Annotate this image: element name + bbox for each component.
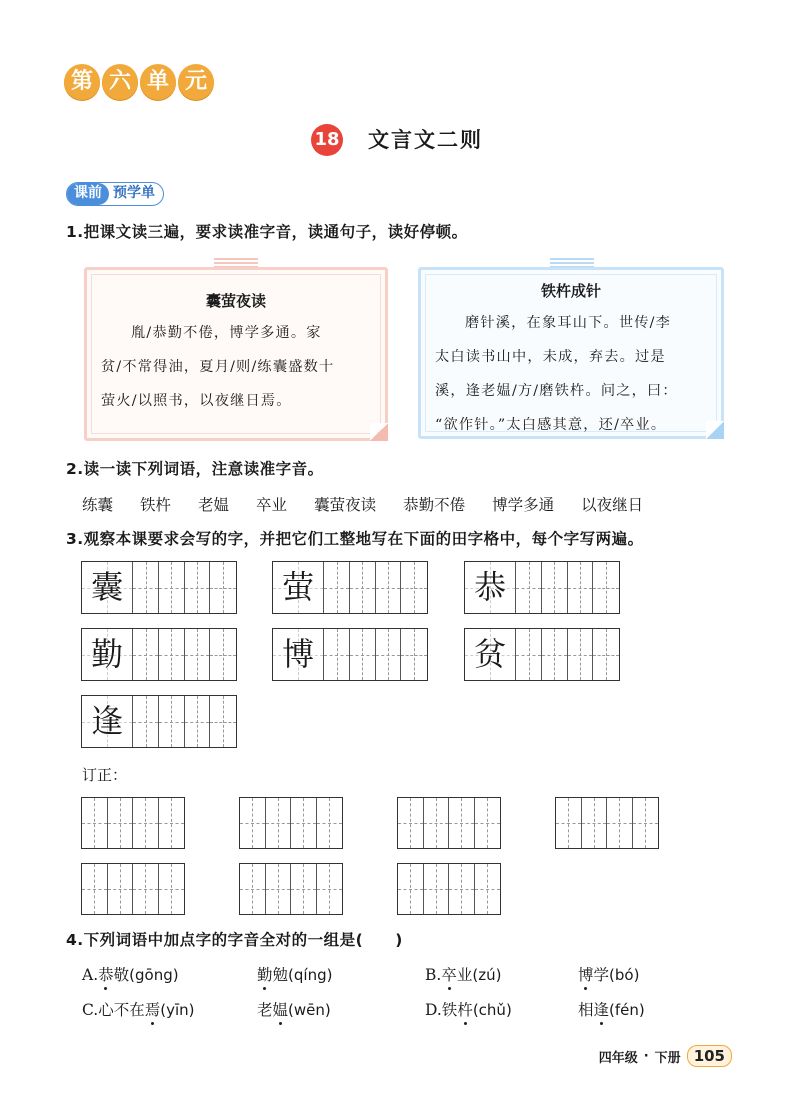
page-fold-decoration bbox=[370, 423, 388, 441]
option-a-1[interactable] bbox=[82, 963, 179, 985]
writing-cell[interactable] bbox=[82, 798, 108, 848]
card-body bbox=[101, 316, 373, 418]
writing-grid[interactable] bbox=[81, 561, 237, 614]
writing-cell[interactable] bbox=[556, 798, 582, 848]
question-1: 1.把课文读三遍，要求读准字音，读通句子，读好停顿。 bbox=[66, 223, 468, 241]
writing-grid[interactable] bbox=[81, 695, 237, 748]
lesson-title: 文言文二则 bbox=[368, 128, 483, 152]
card-line: “欲作针。”太白感其意，还/卒业。 bbox=[435, 417, 667, 433]
lesson-number: 18 bbox=[311, 124, 343, 156]
model-char-cell bbox=[465, 629, 516, 680]
question-3: 3.观察本课要求会写的字，并把它们工整地写在下面的田字格中，每个字写两遍。 bbox=[66, 530, 644, 548]
card-line: 胤/恭勤不倦，博学多通。家 bbox=[131, 325, 322, 341]
option-rest: 勉 bbox=[272, 966, 289, 984]
correction-grid[interactable] bbox=[81, 797, 185, 849]
correction-grid[interactable] bbox=[81, 863, 185, 915]
model-char: 博 bbox=[282, 635, 315, 673]
writing-cell[interactable] bbox=[133, 696, 159, 747]
writing-cell[interactable] bbox=[108, 864, 134, 914]
text-card-nangying bbox=[84, 267, 388, 441]
writing-cell[interactable] bbox=[633, 798, 658, 848]
writing-grid[interactable] bbox=[81, 628, 237, 681]
model-char-cell bbox=[82, 629, 133, 680]
card-title: 囊萤夜读 bbox=[205, 292, 266, 310]
footer-volume: 下册 bbox=[654, 1050, 681, 1066]
model-char: 贫 bbox=[474, 635, 507, 673]
writing-cell[interactable] bbox=[376, 562, 402, 613]
page-number: 105 bbox=[687, 1045, 732, 1067]
writing-cell[interactable] bbox=[291, 798, 317, 848]
writing-cell[interactable] bbox=[159, 629, 185, 680]
correction-grid[interactable] bbox=[555, 797, 659, 849]
option-c-1[interactable] bbox=[82, 998, 195, 1020]
option-prefix: 老 bbox=[257, 1001, 273, 1019]
writing-cell[interactable] bbox=[593, 562, 619, 613]
writing-cell[interactable] bbox=[398, 864, 424, 914]
writing-cell[interactable] bbox=[317, 864, 342, 914]
option-prefix: A. bbox=[82, 966, 99, 984]
writing-grid[interactable] bbox=[464, 628, 620, 681]
writing-cell[interactable] bbox=[475, 864, 500, 914]
word-item: 卒业 bbox=[256, 496, 288, 514]
section-pill-left: 课前 bbox=[67, 183, 109, 205]
writing-cell[interactable] bbox=[324, 562, 350, 613]
option-prefix: C.心不在 bbox=[82, 1001, 145, 1019]
model-char: 恭 bbox=[474, 568, 507, 606]
writing-cell[interactable] bbox=[607, 798, 633, 848]
option-prefix: B. bbox=[425, 966, 442, 984]
writing-cell[interactable] bbox=[449, 864, 475, 914]
model-char-cell bbox=[273, 629, 324, 680]
option-d-1[interactable] bbox=[425, 998, 512, 1020]
question-2: 2.读一读下列词语，注意读准字音。 bbox=[66, 460, 324, 478]
writing-cell[interactable] bbox=[401, 629, 427, 680]
correction-grid[interactable] bbox=[239, 863, 343, 915]
dotted-char: 杵 bbox=[457, 998, 473, 1020]
writing-grid[interactable] bbox=[272, 561, 428, 614]
page-footer bbox=[599, 1045, 732, 1067]
writing-cell[interactable] bbox=[266, 864, 292, 914]
option-d-2[interactable] bbox=[578, 998, 645, 1020]
option-a-2[interactable] bbox=[257, 963, 332, 985]
writing-cell[interactable] bbox=[210, 696, 236, 747]
dotted-char: 恭 bbox=[98, 963, 114, 985]
card-line: 磨针溪，在象耳山下。世传/李 bbox=[465, 315, 672, 331]
writing-cell[interactable] bbox=[185, 696, 211, 747]
writing-cell[interactable] bbox=[449, 798, 475, 848]
model-char-cell bbox=[82, 562, 133, 613]
pinyin: (fén) bbox=[609, 1001, 645, 1019]
writing-cell[interactable] bbox=[568, 562, 594, 613]
writing-cell[interactable] bbox=[159, 696, 185, 747]
writing-cell[interactable] bbox=[159, 864, 184, 914]
model-char-cell bbox=[273, 562, 324, 613]
footer-grade: 四年级 bbox=[598, 1050, 638, 1066]
writing-cell[interactable] bbox=[516, 562, 542, 613]
writing-cell[interactable] bbox=[133, 629, 159, 680]
option-rest: 业 bbox=[456, 966, 473, 984]
model-char-cell bbox=[82, 696, 133, 747]
model-char: 逢 bbox=[91, 702, 124, 740]
pinyin: (bó) bbox=[609, 966, 640, 984]
pinyin: (zú) bbox=[472, 966, 502, 984]
pinyin: (wēn) bbox=[288, 1001, 331, 1019]
writing-cell[interactable] bbox=[133, 562, 159, 613]
writing-cell[interactable] bbox=[159, 798, 184, 848]
dotted-char: 逢 bbox=[594, 998, 610, 1020]
dotted-char: 博 bbox=[578, 963, 594, 985]
card-line: 萤火/以照书，以夜继日焉。 bbox=[101, 393, 292, 409]
word-item: 以夜继日 bbox=[581, 496, 644, 514]
writing-cell[interactable] bbox=[475, 798, 500, 848]
writing-cell[interactable] bbox=[401, 562, 427, 613]
option-b-1[interactable] bbox=[425, 963, 501, 985]
option-prefix: 相 bbox=[578, 1001, 594, 1019]
writing-cell[interactable] bbox=[185, 629, 211, 680]
pinyin: (yīn) bbox=[160, 1001, 195, 1019]
writing-cell[interactable] bbox=[542, 562, 568, 613]
writing-cell[interactable] bbox=[291, 864, 317, 914]
writing-cell[interactable] bbox=[133, 864, 159, 914]
word-list bbox=[82, 493, 643, 515]
writing-cell[interactable] bbox=[350, 562, 376, 613]
writing-cell[interactable] bbox=[266, 798, 292, 848]
dotted-char: 勤 bbox=[257, 963, 273, 985]
card-line: 溪，逢老媪/方/磨铁杵。问之，曰： bbox=[435, 383, 678, 399]
writing-cell[interactable] bbox=[82, 864, 108, 914]
writing-cell[interactable] bbox=[240, 864, 266, 914]
word-item: 铁杵 bbox=[140, 496, 172, 514]
unit-badge-char: 元 bbox=[178, 64, 214, 100]
writing-cell[interactable] bbox=[185, 562, 211, 613]
writing-cell[interactable] bbox=[317, 798, 342, 848]
option-c-2[interactable] bbox=[257, 998, 331, 1020]
page-fold-decoration bbox=[706, 421, 724, 439]
word-item: 恭勤不倦 bbox=[403, 496, 466, 514]
correction-grid[interactable] bbox=[397, 797, 501, 849]
writing-cell[interactable] bbox=[424, 864, 450, 914]
model-char: 囊 bbox=[91, 568, 124, 606]
word-item: 博学多通 bbox=[492, 496, 555, 514]
correction-grid[interactable] bbox=[239, 797, 343, 849]
writing-cell[interactable] bbox=[398, 798, 424, 848]
correction-label: 订正： bbox=[82, 766, 128, 784]
writing-cell[interactable] bbox=[424, 798, 450, 848]
option-b-2[interactable] bbox=[578, 963, 639, 985]
section-pill-right: 预学单 bbox=[113, 185, 155, 201]
model-char: 萤 bbox=[282, 568, 315, 606]
option-rest: 敬 bbox=[113, 966, 130, 984]
writing-cell[interactable] bbox=[159, 562, 185, 613]
option-rest: 学 bbox=[593, 966, 610, 984]
model-char-cell bbox=[465, 562, 516, 613]
correction-grid[interactable] bbox=[397, 863, 501, 915]
card-title: 铁杵成针 bbox=[540, 282, 601, 300]
dotted-char: 卒 bbox=[441, 963, 457, 985]
unit-badge bbox=[64, 64, 214, 100]
writing-cell[interactable] bbox=[568, 629, 594, 680]
section-pill bbox=[66, 182, 164, 206]
question-4: 4.下列词语中加点字的字音全对的一组是( ) bbox=[66, 931, 403, 949]
word-item: 练囊 bbox=[82, 496, 114, 514]
card-body bbox=[435, 306, 709, 442]
writing-cell[interactable] bbox=[376, 629, 402, 680]
pinyin: (gōng) bbox=[129, 966, 179, 984]
writing-cell[interactable] bbox=[210, 629, 236, 680]
writing-cell[interactable] bbox=[593, 629, 619, 680]
model-char: 勤 bbox=[91, 635, 124, 673]
word-item: 囊萤夜读 bbox=[314, 496, 377, 514]
unit-badge-char: 单 bbox=[140, 64, 176, 100]
card-line: 太白读书山中，未成，弃去。过是 bbox=[435, 349, 666, 365]
unit-badge-char: 第 bbox=[64, 64, 100, 100]
pinyin: (chǔ) bbox=[472, 1001, 512, 1019]
text-card-tiechu bbox=[418, 267, 724, 439]
dotted-char: 媪 bbox=[273, 998, 289, 1020]
writing-cell[interactable] bbox=[210, 562, 236, 613]
writing-cell[interactable] bbox=[582, 798, 608, 848]
writing-grid[interactable] bbox=[272, 628, 428, 681]
word-item: 老媪 bbox=[198, 496, 230, 514]
writing-grid[interactable] bbox=[464, 561, 620, 614]
writing-cell[interactable] bbox=[240, 798, 266, 848]
writing-cell[interactable] bbox=[108, 798, 134, 848]
footer-separator: · bbox=[643, 1048, 649, 1064]
writing-cell[interactable] bbox=[516, 629, 542, 680]
dotted-char: 焉 bbox=[145, 998, 161, 1020]
pinyin: (qíng) bbox=[288, 966, 333, 984]
unit-badge-char: 六 bbox=[102, 64, 138, 100]
writing-cell[interactable] bbox=[324, 629, 350, 680]
card-line: 贫/不常得油，夏月/则/练囊盛数十 bbox=[101, 359, 335, 375]
writing-cell[interactable] bbox=[350, 629, 376, 680]
option-prefix: D.铁 bbox=[425, 1001, 458, 1019]
writing-cell[interactable] bbox=[542, 629, 568, 680]
writing-cell[interactable] bbox=[133, 798, 159, 848]
